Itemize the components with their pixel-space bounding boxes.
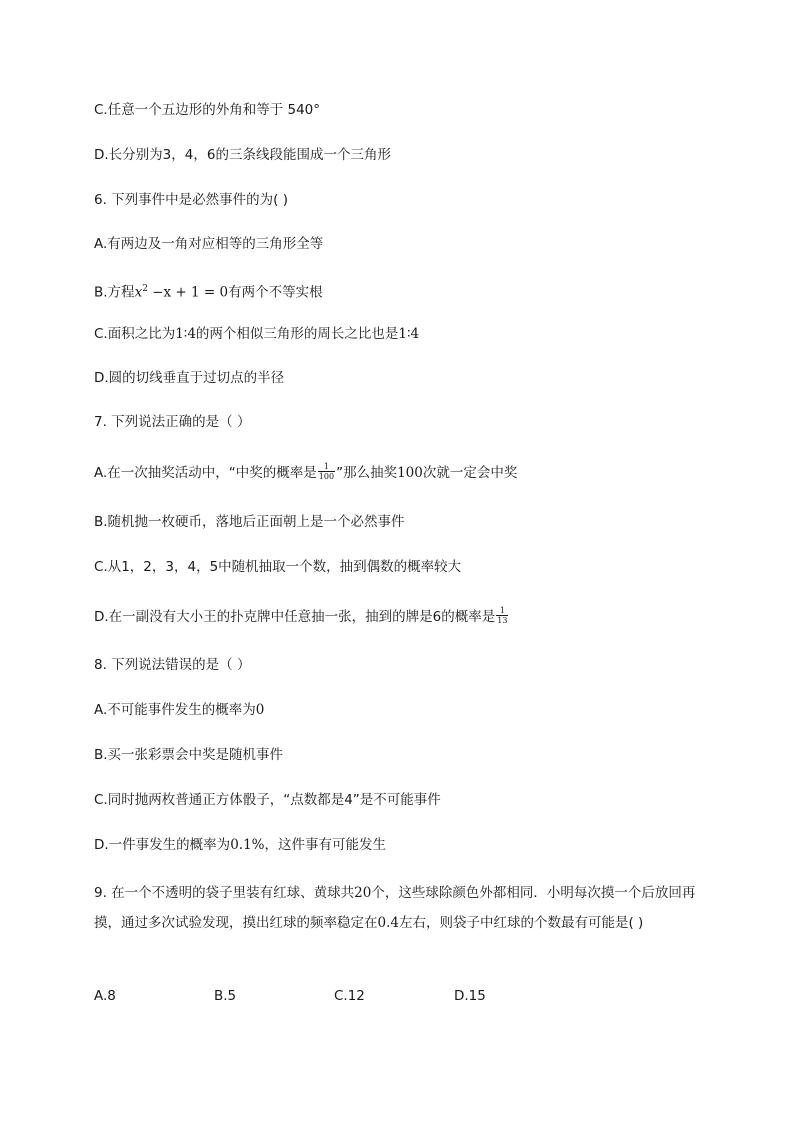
q9-option-c [334, 985, 365, 1007]
q8-option-d-suffix: ，这件事有可能发生 [264, 837, 386, 853]
q7-stem-text: 7. 下列说法正确的是（ ） [94, 414, 251, 430]
q8-option-c [94, 789, 714, 811]
q6-option-c-mid: 的两个相似三角形的周长之比也是 [195, 326, 399, 342]
q8-option-d-number: 0.1% [230, 837, 265, 853]
q6-option-b-var: x [134, 284, 143, 301]
q7-option-a-frac-denominator: 100 [318, 471, 335, 481]
q6-option-b-prefix: B.方程 [94, 284, 135, 301]
q6-option-b-suffix: 有两个不等实根 [228, 284, 323, 301]
q7-option-a [94, 462, 714, 484]
q9-option-d-text: D.15 [454, 988, 486, 1004]
q8-option-a-number: 0 [255, 702, 265, 718]
q6-option-c-ratio-2: 1∶4 [398, 326, 420, 342]
q9-option-a-text: A.8 [94, 988, 116, 1004]
q6-option-d-text: D.圆的切线垂直于过切点的半径 [94, 370, 285, 386]
q8-stem [94, 654, 714, 676]
q7-option-a-prefix: A.在一次抽奖活动中，“中奖的概率是 [94, 465, 317, 481]
q7-option-d-prefix: D.在一副没有大小王的扑克牌中任意抽一张，抽到的牌是6的概率是 [94, 609, 496, 625]
q6-option-a [94, 233, 714, 255]
q8-stem-text: 8. 下列说法错误的是（ ） [94, 657, 251, 673]
q9-stem-prefix: 9. 在一个不透明的袋子里装有红球、黄球共 [94, 885, 355, 901]
q9-option-d [454, 985, 486, 1007]
q9-stem-number: 20 [354, 885, 372, 901]
q8-option-b-text: B.买一张彩票会中奖是随机事件 [94, 747, 284, 763]
q7-stem [94, 411, 714, 433]
q7-option-a-suffix: 次就一定会中奖 [422, 465, 518, 481]
q9-stem-mid: 个，这些球除颜色外都相同．小明每次摸一个后放回再摸，通过多次试验发现，摸出红球的频率稳定在 [94, 885, 696, 931]
q8-option-b [94, 744, 714, 766]
q7-option-a-frac-numerator: 1 [318, 462, 335, 472]
q7-option-d [94, 606, 714, 628]
q9-option-c-text: C.12 [334, 988, 365, 1004]
q9-stem-number-2: 0.4 [377, 915, 399, 931]
q7-option-b [94, 511, 714, 533]
q8-option-a [94, 699, 714, 721]
q7-option-d-fraction [496, 606, 508, 625]
q8-option-a-prefix: A.不可能事件发生的概率为 [94, 702, 256, 718]
q5-option-d [94, 144, 714, 166]
q6-stem [94, 189, 714, 211]
q7-option-d-frac-numerator: 1 [496, 606, 508, 616]
q5-option-c [94, 99, 714, 121]
q6-stem-text: 6. 下列事件中是必然事件的为( ) [94, 192, 288, 208]
q6-option-b [94, 278, 714, 304]
q6-option-c-prefix: C.面积之比为 [94, 326, 176, 342]
q6-option-d [94, 367, 714, 389]
q8-option-d-prefix: D.一件事发生的概率为 [94, 837, 231, 853]
q6-option-c [94, 323, 714, 345]
q9-option-b [214, 985, 236, 1007]
q8-option-c-text: C.同时抛两枚普通正方体骰子，“点数都是4”是不可能事件 [94, 792, 441, 808]
q7-option-b-text: B.随机抛一枚硬币，落地后正面朝上是一个必然事件 [94, 514, 405, 530]
q9-stem-suffix: 左右，则袋子中红球的个数最有可能是( ) [398, 915, 644, 931]
q7-option-c [94, 556, 714, 578]
q6-option-b-exponent: 2 [142, 284, 148, 294]
q9-option-a [94, 985, 116, 1007]
q7-option-c-text: C.从1，2，3，4，5中随机抽取一个数，抽到偶数的概率较大 [94, 559, 462, 575]
q8-option-d [94, 834, 714, 856]
q9-stem [94, 878, 706, 938]
q7-option-d-frac-denominator: 13 [497, 615, 508, 625]
q7-option-a-number: 100 [397, 465, 423, 481]
q6-option-b-equation: −x + 1 = 0 [147, 284, 229, 301]
q7-option-a-fraction [318, 462, 335, 481]
q6-option-a-text: A.有两边及一角对应相等的三角形全等 [94, 236, 324, 252]
q5-option-d-text: D.长分别为3，4，6的三条线段能围成一个三角形 [94, 147, 391, 163]
q5-option-c-text: C.任意一个五边形的外角和等于 540° [94, 102, 321, 118]
q9-option-b-text: B.5 [214, 988, 237, 1004]
q7-option-a-mid: ”那么抽奖 [336, 465, 398, 481]
q6-option-c-ratio-1: 1∶4 [175, 326, 196, 342]
